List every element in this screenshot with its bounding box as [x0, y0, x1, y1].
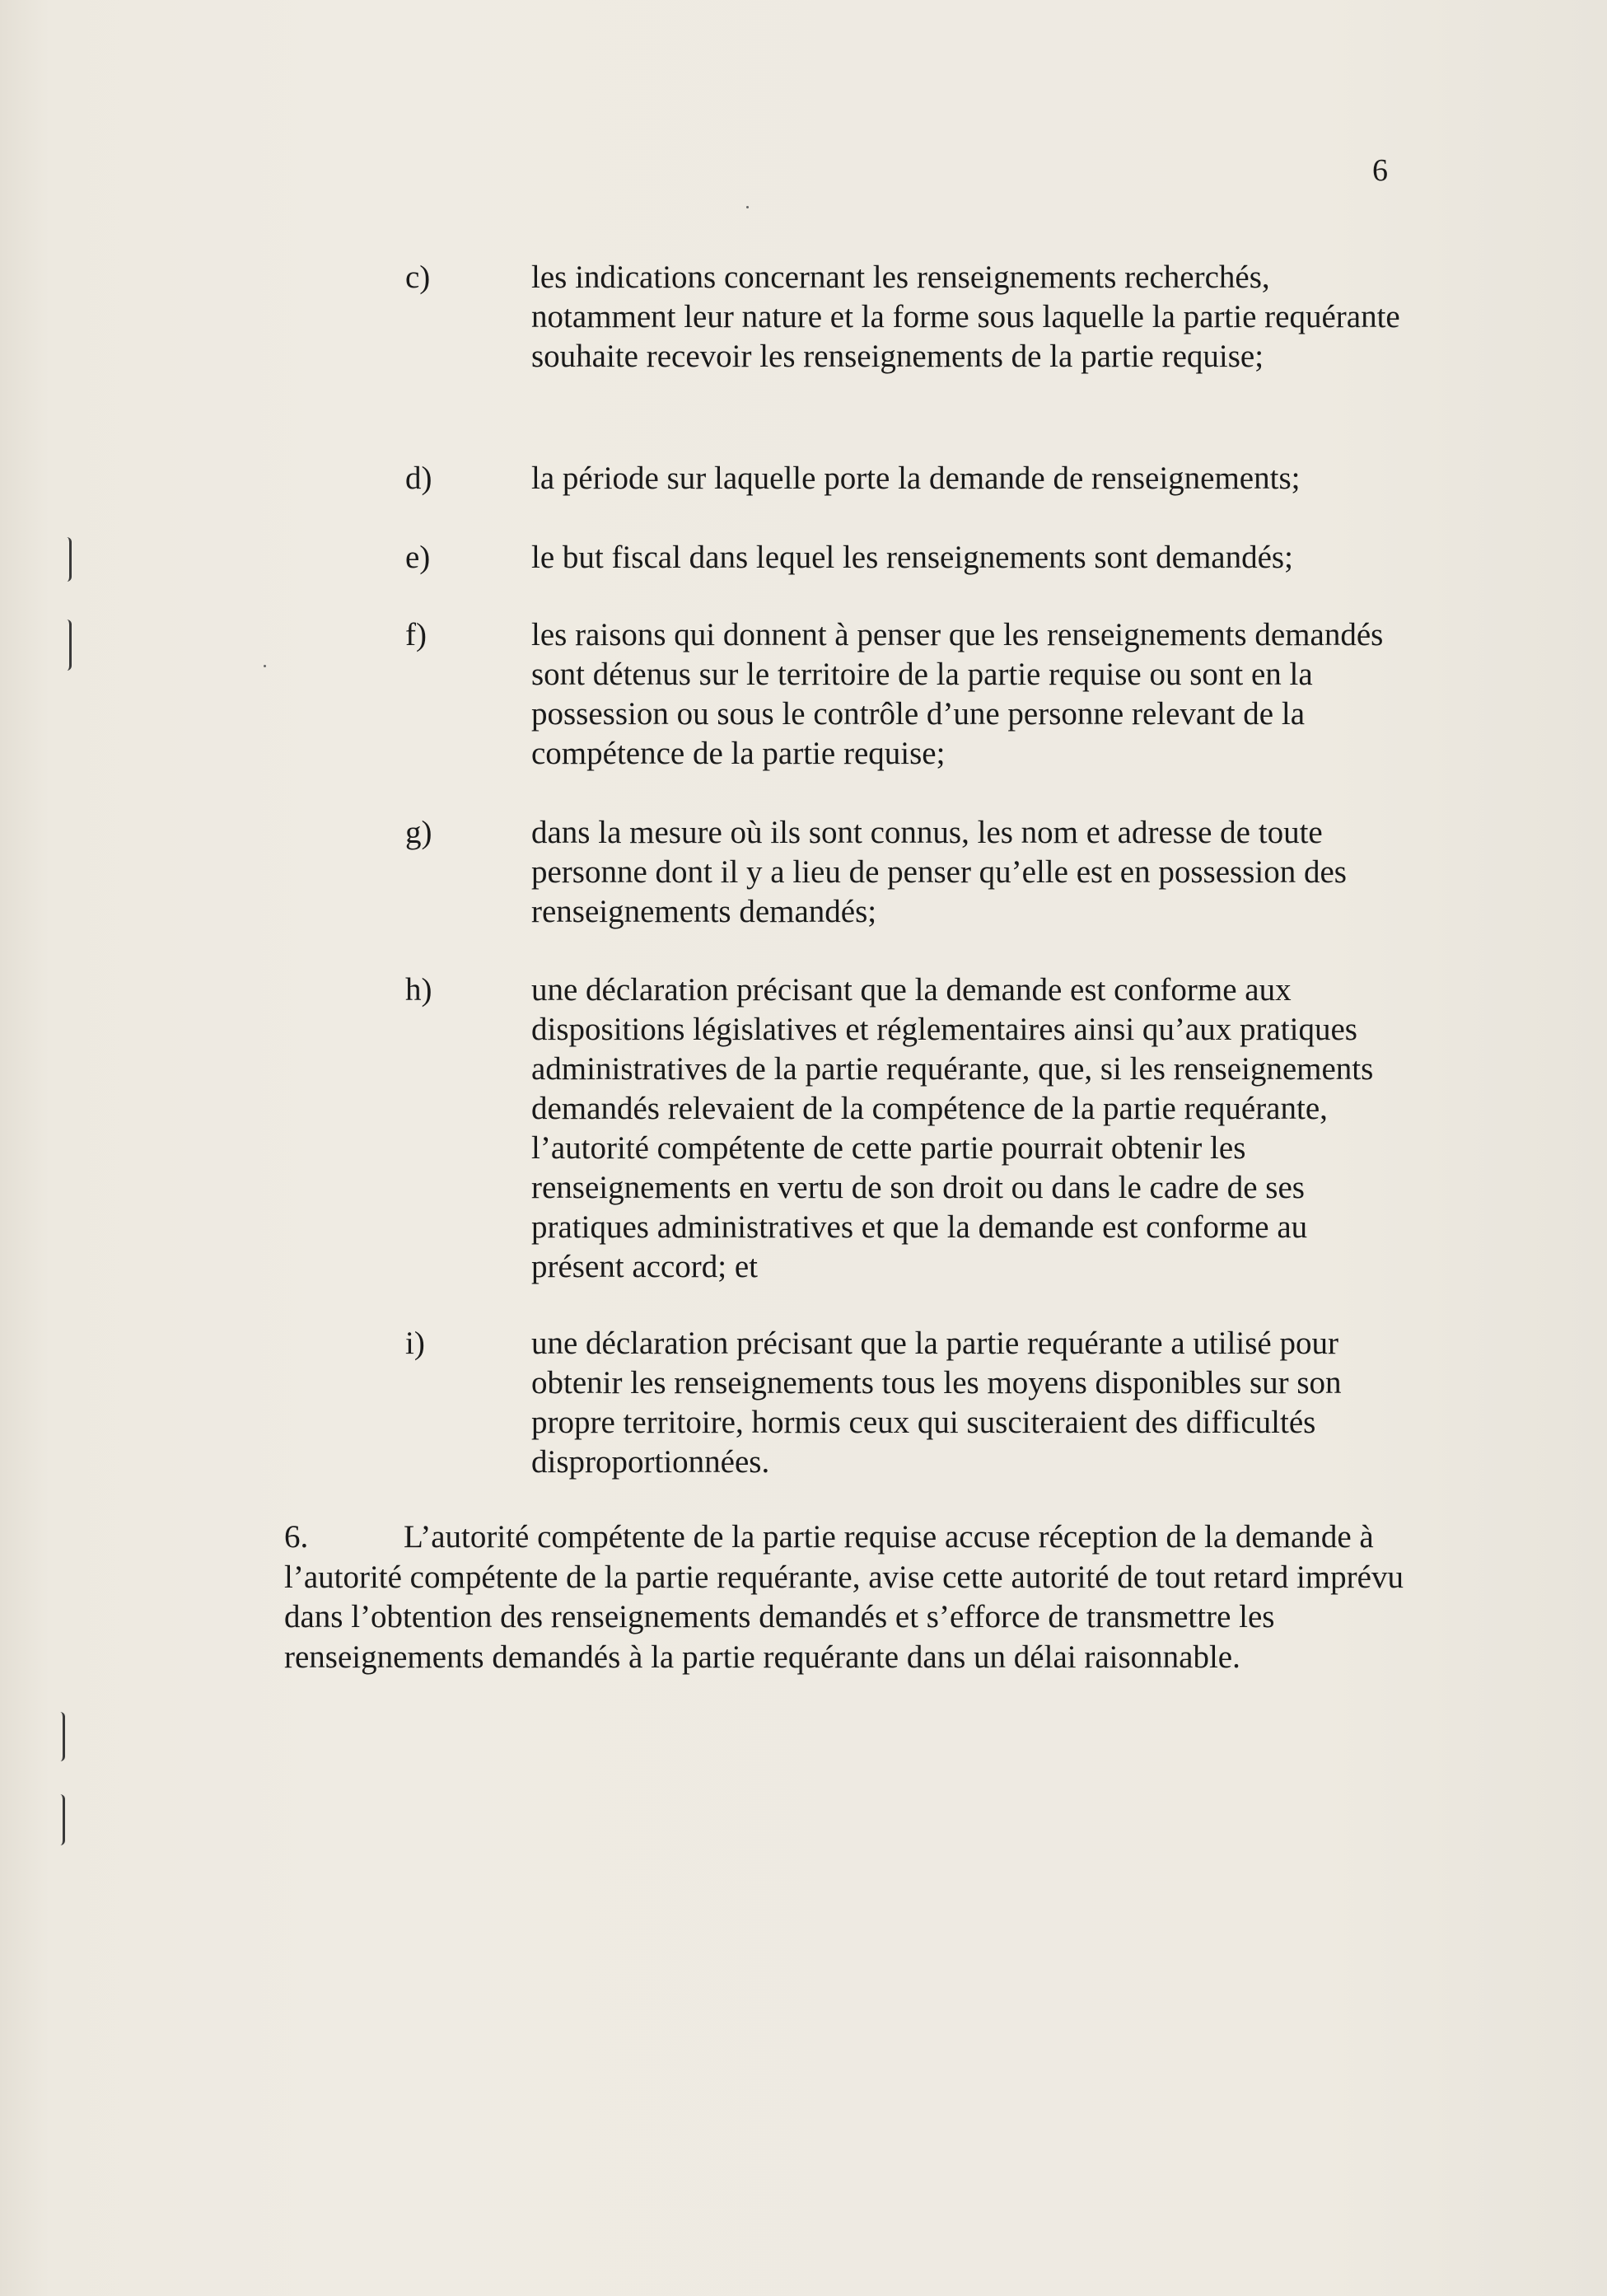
item-label: d) [405, 461, 432, 496]
item-text: une déclaration précisant que la partie requérante a utilisé pour obtenir les renseignements tous les moyens disponibles sur son propre territoire, hormis ceux qui susciteraient des difficultés disproportionnées. [531, 1326, 1342, 1480]
page-number: 6 [1372, 153, 1388, 188]
paragraph-text: L’autorité compétente de la partie requise accuse réception de la demande à l’autorité compétente de la partie requérante, avise cette autorité de tout retard imprévu dans l’obtention des renseignements demandés et s’efforce de transmettre les renseignements demandés à la partie requérante dans un délai raisonnable. [284, 1519, 1404, 1675]
paragraph-6 [284, 1517, 1404, 1677]
item-label: i) [405, 1326, 425, 1361]
item-text: le but fiscal dans lequel les renseignements sont demandés; [531, 540, 1293, 575]
item-text: les raisons qui donnent à penser que les renseignements demandés sont détenus sur le territoire de la partie requise ou sont en la possession ou sous le contrôle d’une personne relevant de la compétence de la partie requise; [531, 617, 1384, 771]
binding-mark [58, 1712, 65, 1761]
item-label: e) [405, 540, 431, 575]
speck [746, 206, 749, 208]
item-label: c) [405, 260, 431, 295]
binding-mark [64, 537, 72, 582]
item-text: dans la mesure où ils sont connus, les nom et adresse de toute personne dont il y a lieu de penser qu’elle est en possession des renseignements demandés; [531, 815, 1347, 929]
item-text: une déclaration précisant que la demande est conforme aux dispositions législatives et réglementaires ainsi qu’aux pratiques administratives de la partie requérante, que, si les renseignements demandés relevaient de la compétence de la partie requérante, l’autorité compétente de cette partie pourrait obtenir les renseignements en vertu de son droit ou dans le cadre de ses pratiques administratives et que la demande est conforme au présent accord; et [531, 972, 1374, 1284]
speck [264, 665, 266, 667]
binding-mark [58, 1794, 65, 1845]
paragraph-number: 6. [284, 1519, 309, 1555]
binding-mark [64, 620, 72, 671]
item-label: h) [405, 972, 432, 1008]
item-label: g) [405, 815, 432, 850]
item-label: f) [405, 617, 427, 652]
item-text: la période sur laquelle porte la demande de renseignements; [531, 461, 1301, 496]
item-text: les indications concernant les renseignements recherchés, notamment leur nature et la forme sous laquelle la partie requérante souhaite recevoir les renseignements de la partie requise; [531, 260, 1400, 374]
